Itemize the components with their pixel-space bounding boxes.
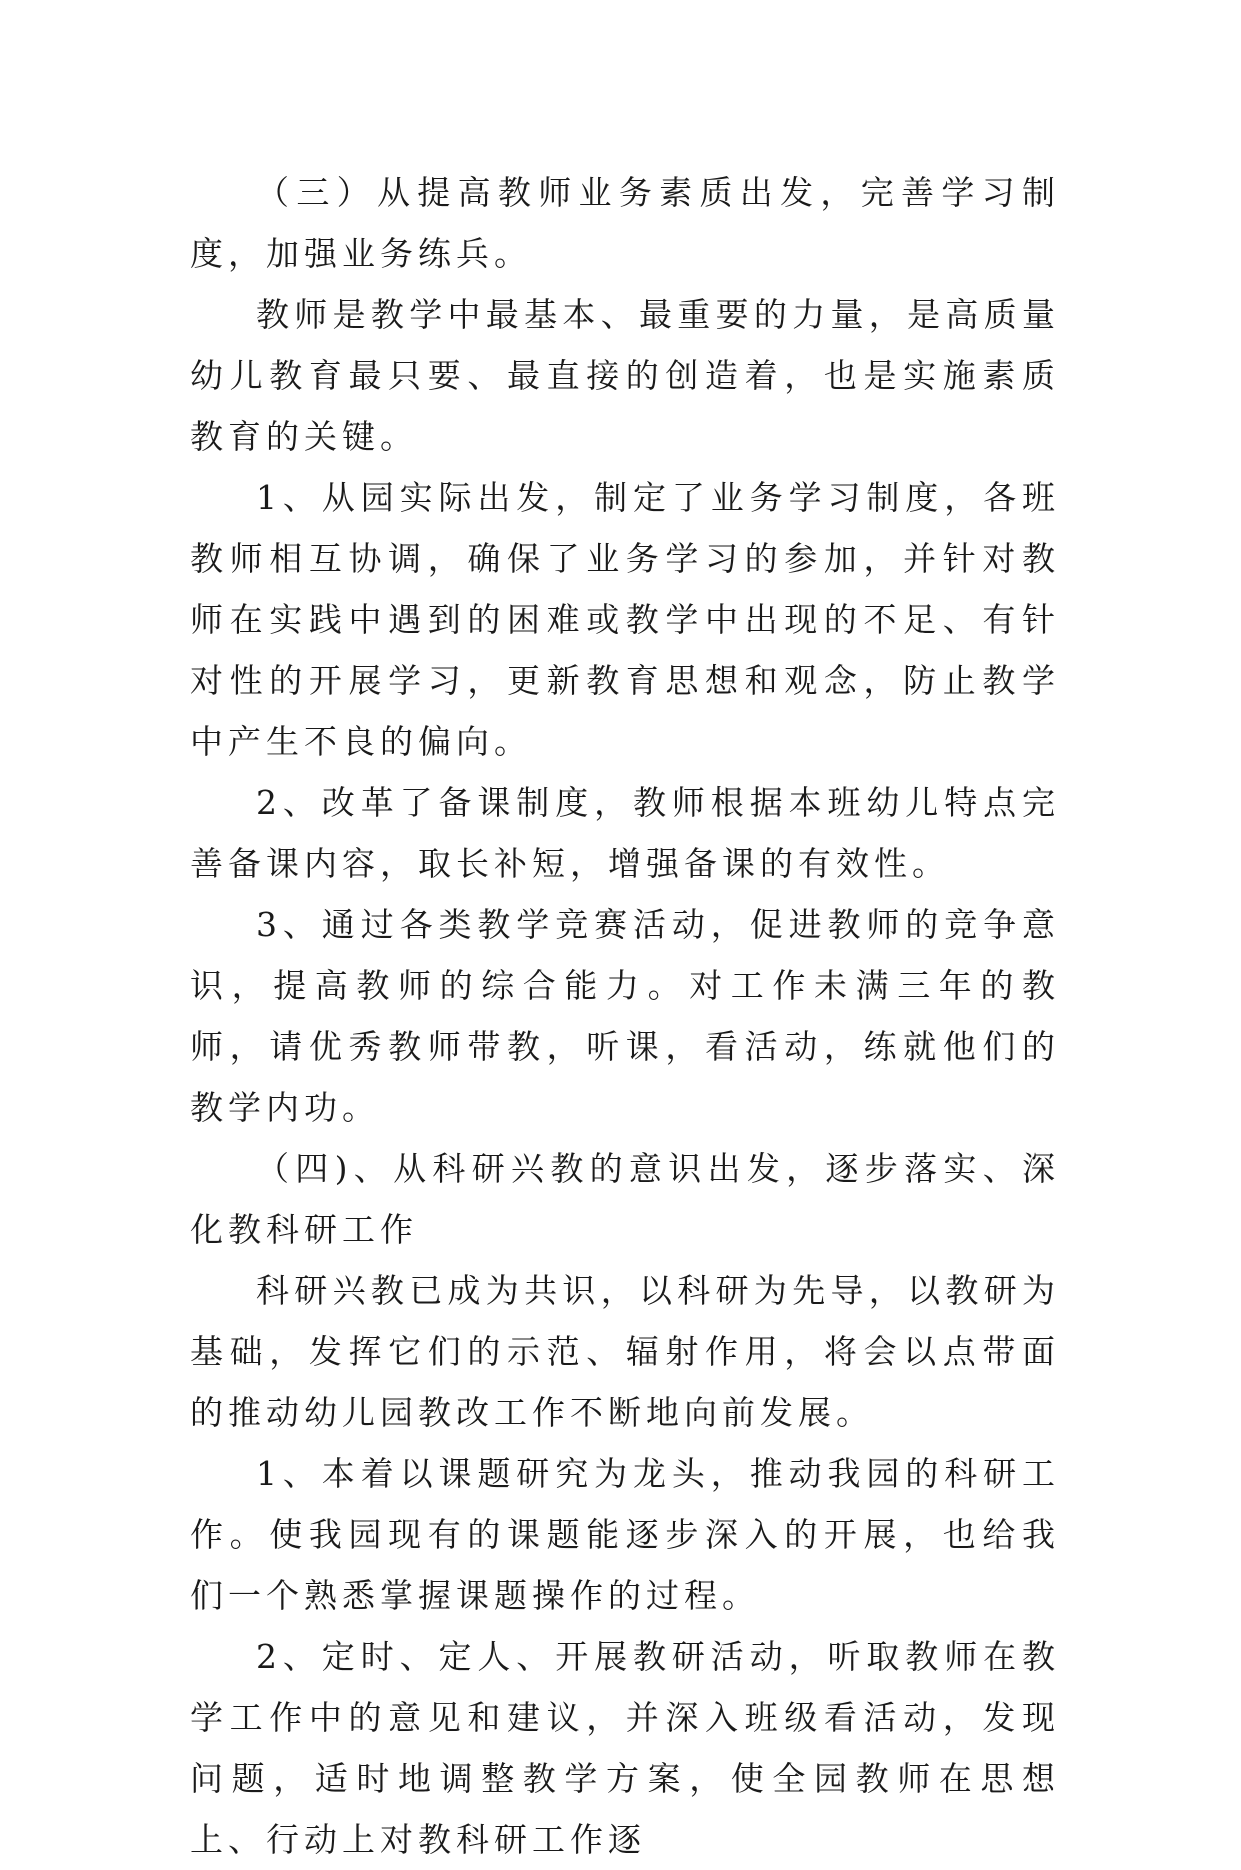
section-heading-three: （三）从提高教师业务素质出发，完善学习制度，加强业务练兵。 (190, 173, 1060, 273)
list-item-1-study-system: 1、从园实际出发，制定了业务学习制度，各班教师相互协调，确保了业务学习的参加，并针对教师在实践中遇到的困难或教学中出现的不足、有针对性的开展学习，更新教育思想和观念，防止教学中产生不良的偏向。 (190, 478, 1060, 761)
list-item-3-competitions: 3、通过各类教学竞赛活动，促进教师的竞争意识，提高教师的综合能力。对工作未满三年的教师，请优秀教师带教，听课，看活动，练就他们的教学内功。 (190, 905, 1060, 1127)
section-heading-four: （四)、从科研兴教的意识出发，逐步落实、深化教科研工作 (190, 1149, 1060, 1249)
list-item-2-teaching-research: 2、定时、定人、开展教研活动，听取教师在教学工作中的意见和建议，并深入班级看活动，发现问题，适时地调整教学方案，使全园教师在思想上、行动上对教科研工作逐 (190, 1637, 1060, 1859)
paragraph-research-consensus: 科研兴教已成为共识，以科研为先导，以教研为基础，发挥它们的示范、辐射作用，将会以点带面的推动幼儿园教改工作不断地向前发展。 (190, 1271, 1060, 1432)
paragraph-teacher-role: 教师是教学中最基本、最重要的力量，是高质量幼儿教育最只要、最直接的创造着，也是实施素质教育的关键。 (190, 295, 1060, 456)
list-item-2-lesson-prep: 2、改革了备课制度，教师根据本班幼儿特点完善备课内容，取长补短，增强备课的有效性。 (190, 783, 1060, 883)
document-body (190, 162, 1060, 1870)
list-item-1-research-topics: 1、本着以课题研究为龙头，推动我园的科研工作。使我园现有的课题能逐步深入的开展，也给我们一个熟悉掌握课题操作的过程。 (190, 1454, 1060, 1615)
